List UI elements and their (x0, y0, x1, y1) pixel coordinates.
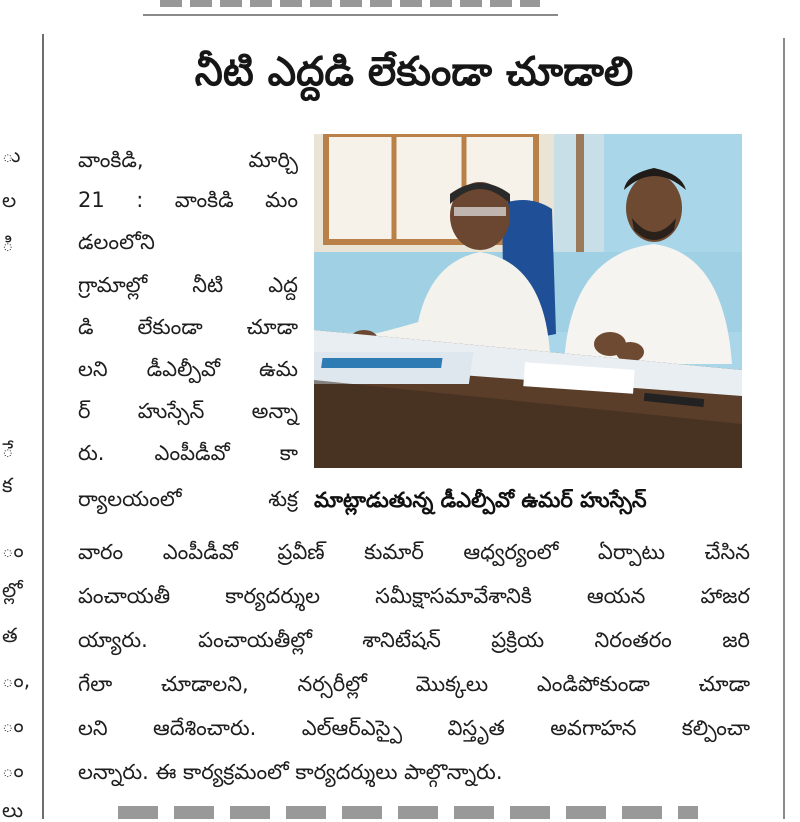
body-line: గేలా చూడాలని, నర్సరీల్లో మొక్కలు ఎండిపోకుండా చూడా (78, 672, 750, 696)
body-line: పంచాయతీ కార్యదర్శుల సమీక్షాసమావేశానికి ఆయన హాజర (78, 584, 750, 608)
body-line: లన్నారు. ఈ కార్యక్రమంలో కార్యదర్శులు పాల్గొన్నారు. (78, 760, 503, 784)
fragment-char: ు (2, 143, 21, 167)
fragment-char: ి (2, 232, 14, 256)
fragment-char: క (2, 473, 13, 497)
next-article-cut-text (118, 806, 698, 819)
body-line: డి లేకుండా చూడా (78, 315, 298, 339)
body-line: డలంలోని (78, 230, 155, 254)
fragment-char: ం (2, 713, 24, 737)
fragment-char: ే (2, 438, 14, 462)
fragment-char: ం (2, 538, 24, 562)
photo-caption: మాట్లాడుతున్న డీఎల్పీవో ఉమర్ హుస్సేన్ (314, 488, 647, 512)
body-line: గ్రామాల్లో నీటి ఎద్ద (78, 273, 298, 297)
body-line: లని డీఎల్పీవో ఉమ (78, 357, 298, 381)
body-line: వాంకిడి, మార్చి (78, 148, 298, 172)
photo-illustration (314, 134, 742, 468)
body-line: ర్యాలయంలో శుక్ర (78, 487, 298, 511)
body-line: వారం ఎంపీడీవో ప్రవీణ్ కుమార్ ఆధ్వర్యంలో ఏర్పాటు చేసిన (78, 540, 750, 564)
fragment-char: త (2, 623, 18, 647)
fragment-char: ల (2, 188, 17, 212)
body-line: లని ఆదేశించారు. ఎల్ఆర్ఎస్పై విస్తృత అవగాహన కల్పించా (78, 716, 750, 740)
fragment-char: ల్లో (2, 578, 23, 602)
article-photo (314, 134, 742, 468)
column-rule-left (42, 34, 44, 819)
body-line: ర్ హుస్సేన్ అన్నా (78, 399, 298, 423)
article-headline: నీటి ఎద్దడి లేకుండా చూడాలి (194, 49, 634, 95)
fragment-char: లు (2, 798, 24, 822)
fragment-char: ం, (2, 668, 31, 692)
previous-article-cut-text (160, 0, 540, 7)
column-rule-right (783, 38, 785, 819)
adjacent-column-fragment (0, 0, 36, 822)
body-line: రు. ఎంపీడీవో కా (78, 441, 298, 465)
body-line: 21 : వాంకిడి మం (78, 188, 298, 212)
body-line: య్యారు. పంచాయతీల్లో శానిటేషన్ ప్రక్రియ నిరంతరం జరి (78, 628, 750, 652)
fragment-char: ం (2, 758, 24, 782)
section-divider (143, 14, 558, 16)
